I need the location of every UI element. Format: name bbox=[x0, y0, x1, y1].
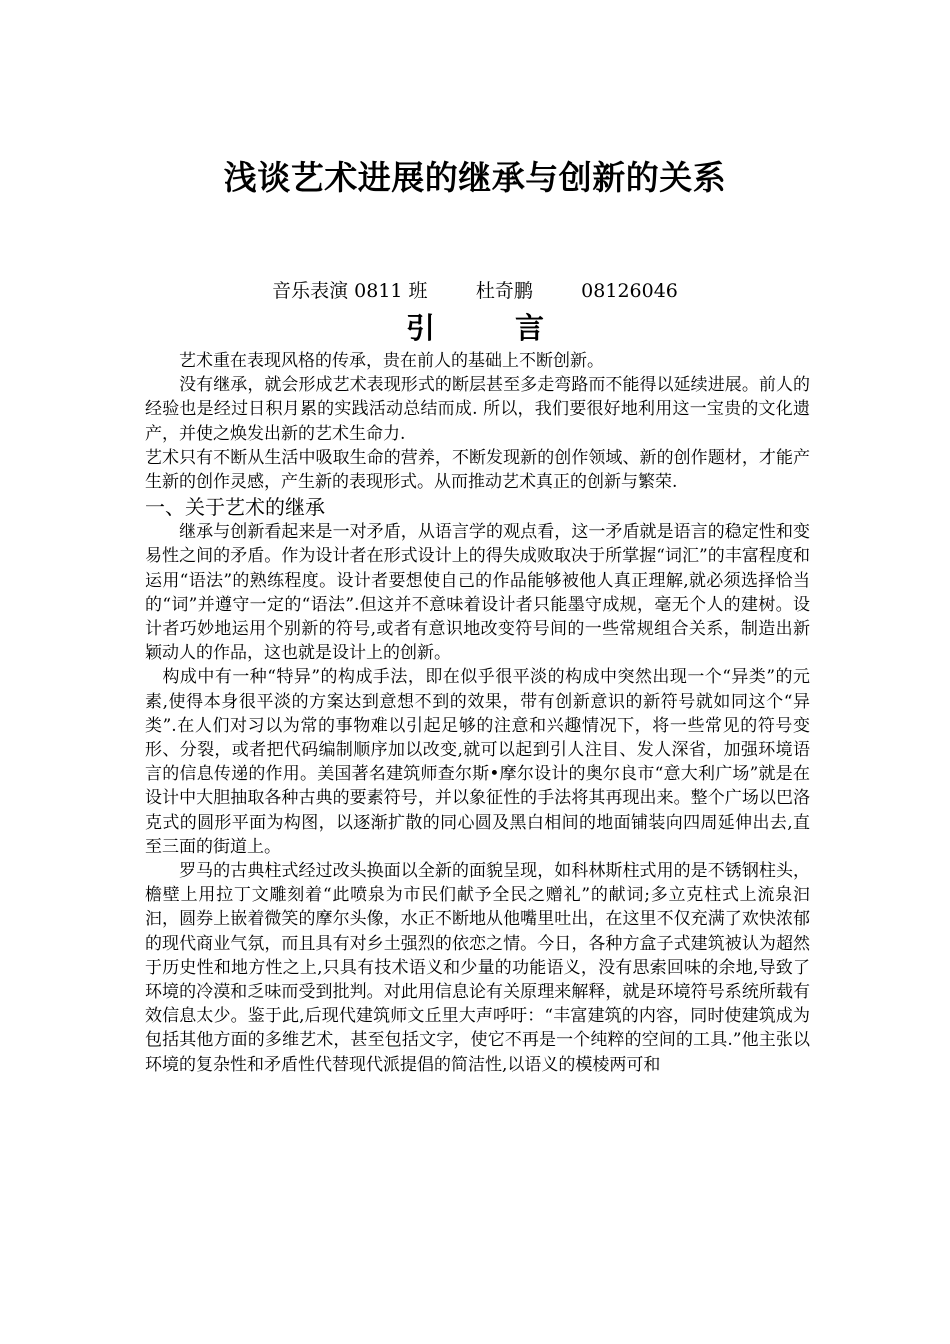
section-heading: 一、关于艺术的继承 bbox=[145, 495, 325, 520]
paragraph: 艺术只有不断从生活中吸取生命的营养，不断发现新的创作领域、新的创作题材，才能产生新的创作灵感，产生新的表现形式。从而推动艺术真正的创新与繁荣. bbox=[145, 447, 810, 493]
paragraph: 艺术重在表现风格的传承，贵在前人的基础上不断创新。 bbox=[145, 351, 604, 371]
paragraph: 罗马的古典柱式经过改头换面以全新的面貌呈现，如科林斯柱式用的是不锈钢柱头，檐壁上用拉丁文雕刻着“此喷泉为市民们献予全民之赠礼”的献词;多立克柱式上流泉汩汩，圆券上嵌着微笑的摩尔头像，水正不断地从他嘴里吐出，在这里不仅充满了欢快浓郁的现代商业气氛，而且具有对乡土强烈的依恋之情。今日，各种方盒子式建筑被认为超然于历史性和地方性之上,只具有技术语义和少量的功能语义，没有思索回味的余地,导致了环境的冷漠和乏味而受到批判。对此用信息论有关原理来解释，就是环境符号系统所载有效信息太少。鉴于此,后现代建筑师文丘里大声呼吁：“丰富建筑的内容，同时使建筑成为包括其他方面的多维艺术，甚至包括文字，使它不再是一个纯粹的空间的工具.”他主张以环境的复杂性和矛盾性代替现代派提倡的简洁性,以语义的模棱两可和 bbox=[145, 861, 810, 1075]
paragraph: 没有继承，就会形成艺术表现形式的断层甚至多走弯路而不能得以延续进展。前人的经验也是经过日积月累的实践活动总结而成. 所以，我们要很好地利用这一宝贵的文化遗产，并使之焕发出新的艺术生命力. bbox=[145, 375, 810, 444]
document-body bbox=[145, 349, 810, 1077]
preface-heading: 引言 bbox=[405, 311, 624, 345]
author-line: 音乐表演 0811 班 杜奇鹏 08126046 bbox=[272, 280, 678, 302]
paragraph: 继承与创新看起来是一对矛盾，从语言学的观点看，这一矛盾就是语言的稳定性和变易性之间的矛盾。作为设计者在形式设计上的得失成败取决于所掌握“词汇”的丰富程度和运用“语法”的熟练程度。设计者要想使自己的作品能够被他人真正理解,就必须选择恰当的“词”并遵守一定的“语法”.但这并不意味着设计者只能墨守成规，毫无个人的建树。设计者巧妙地运用个别新的符号,或者有意识地改变符号间的一些常规组合关系，制造出新颖动人的作品，这也就是设计上的创新。 bbox=[145, 522, 810, 664]
paragraph: 构成中有一种“特异”的构成手法，即在似乎很平淡的构成中突然出现一个“异类”的元素,使得本身很平淡的方案达到意想不到的效果，带有创新意识的新符号就如同这个“异类”.在人们对习以为常的事物难以引起足够的注意和兴趣情况下，将一些常见的符号变形、分裂，或者把代码编制顺序加以改变,就可以起到引人注目、发人深省，加强环境语言的信息传递的作用。美国著名建筑师查尔斯•摩尔设计的奥尔良市“意大利广场”就是在设计中大胆抽取各种古典的要素符号，并以象征性的手法将其再现出来。整个广场以巴洛克式的圆形平面为构图，以逐渐扩散的同心圆及黑白相间的地面铺装向四周延伸出去,直至三面的街道上。 bbox=[145, 667, 810, 857]
document-title: 浅谈艺术进展的继承与创新的关系 bbox=[223, 158, 727, 197]
